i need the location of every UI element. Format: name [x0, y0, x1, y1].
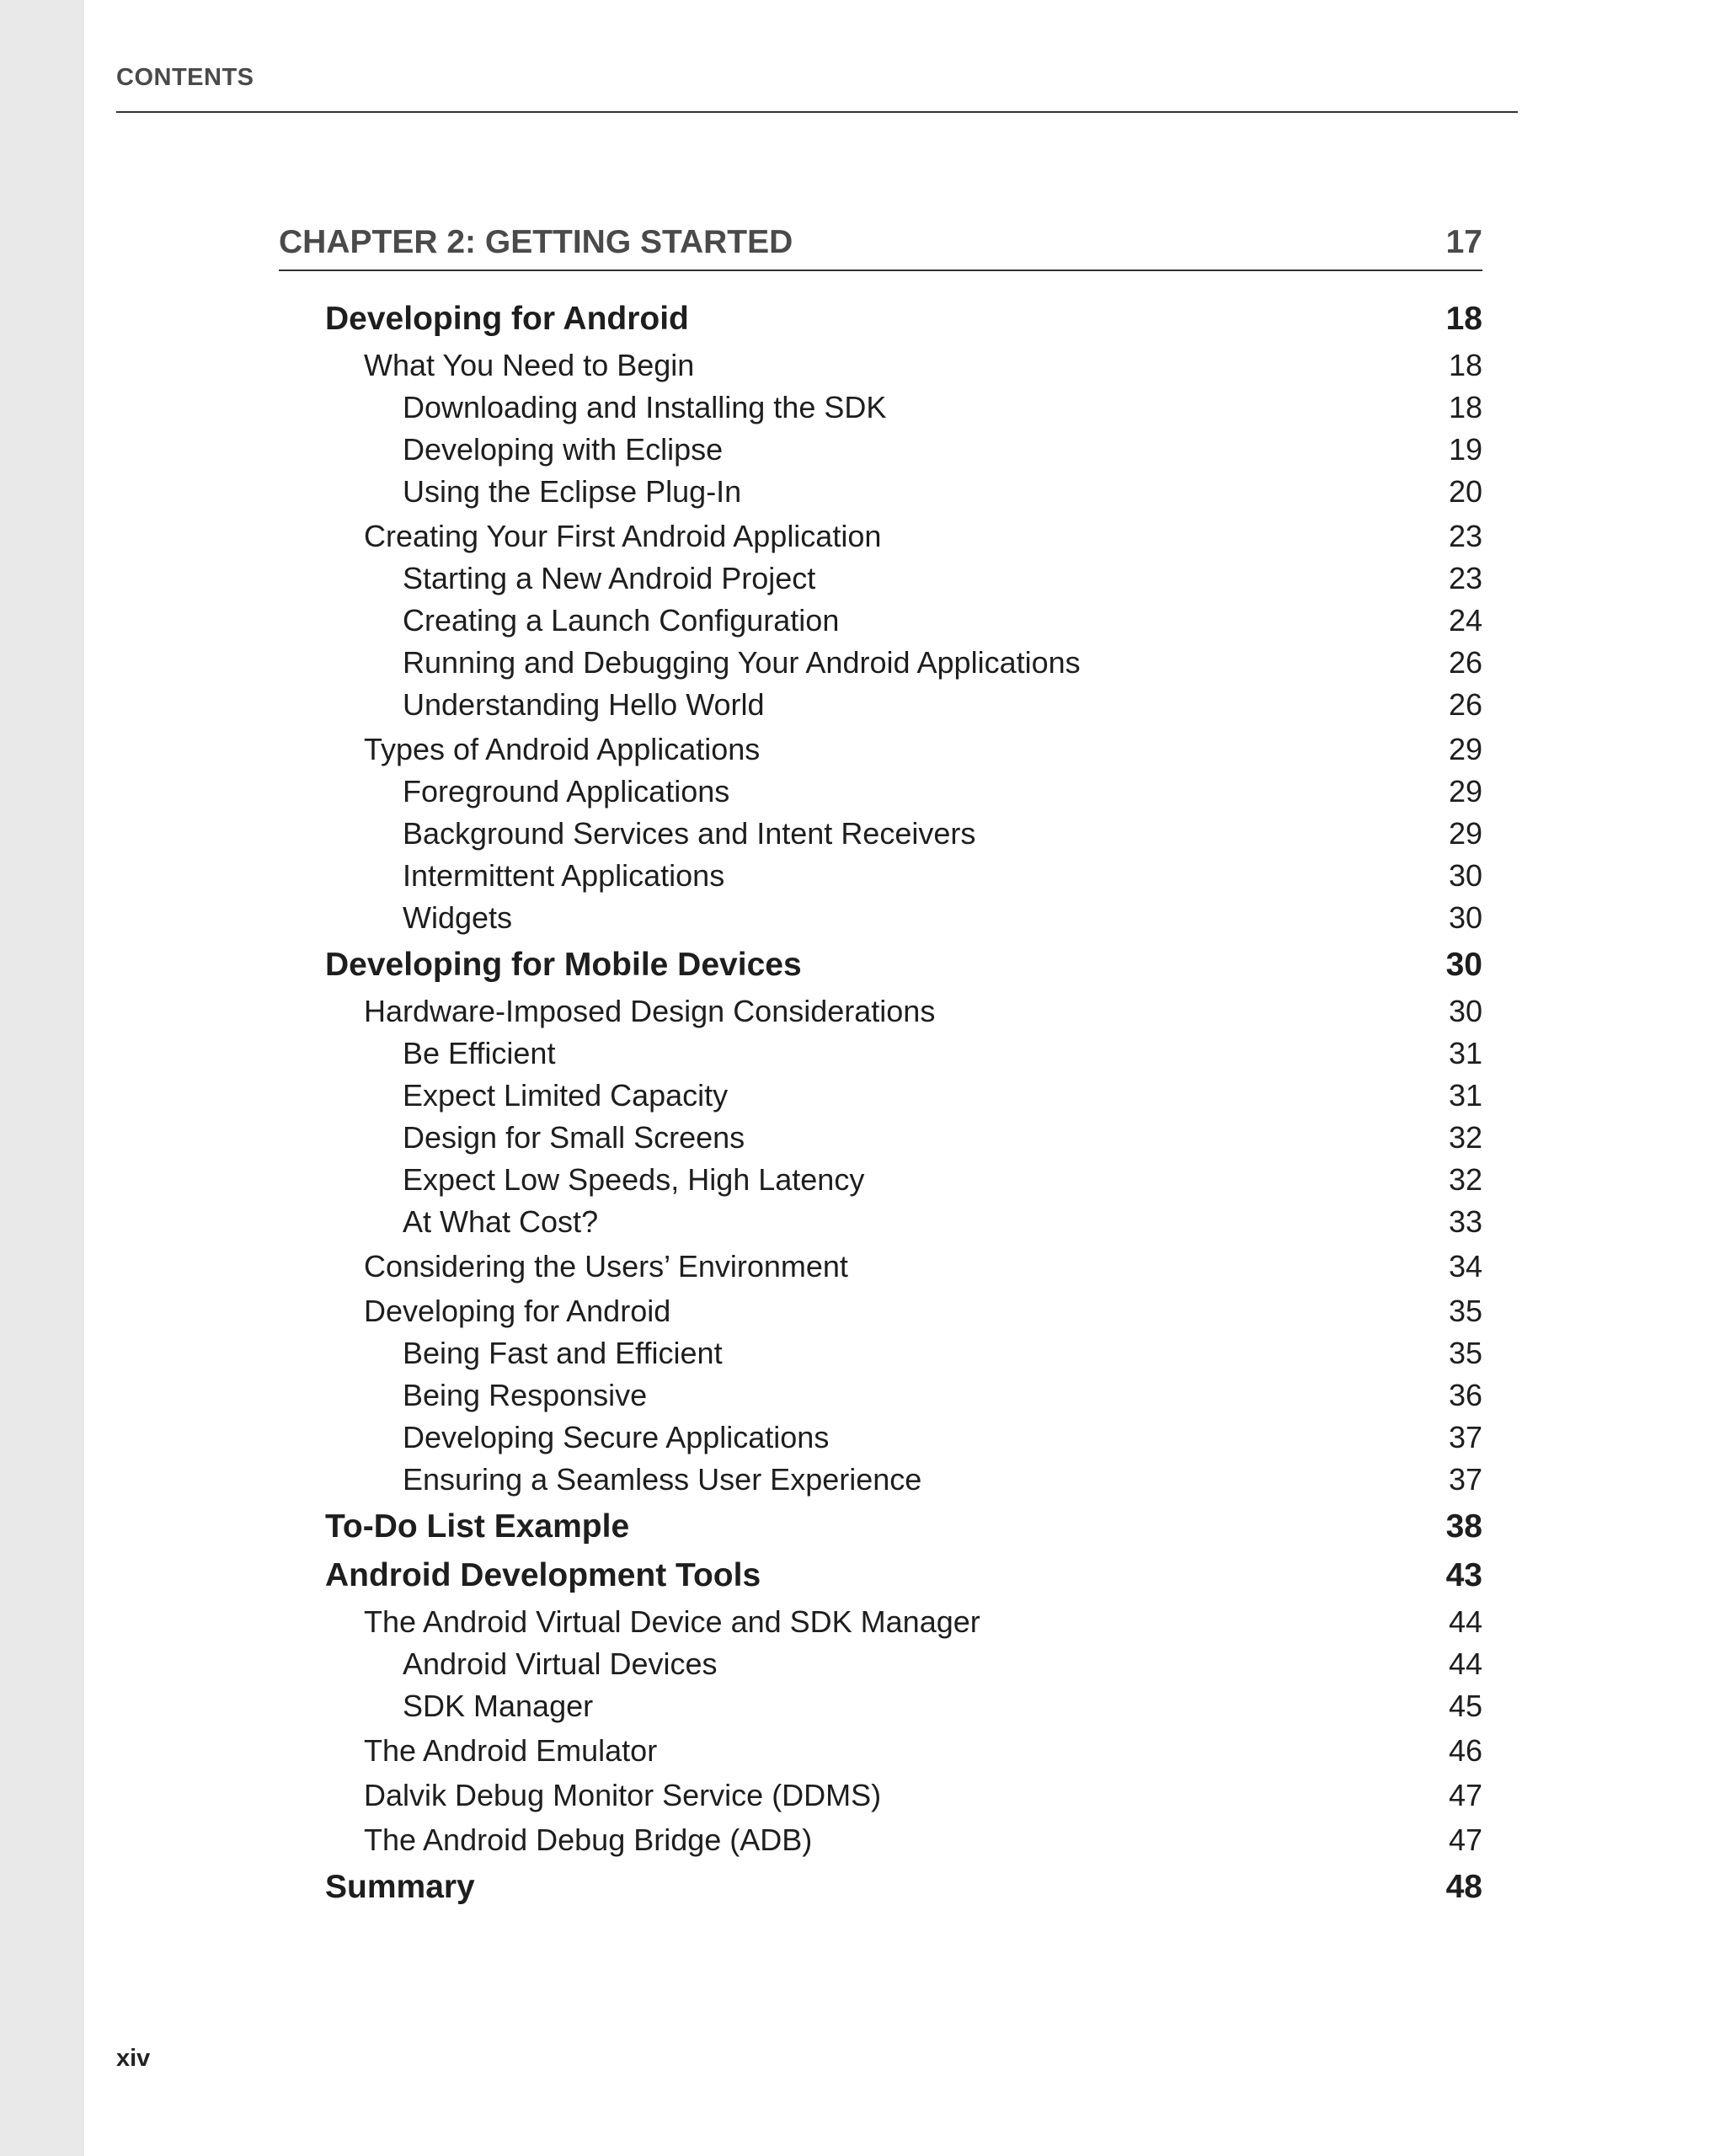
toc-entry-level-1[interactable] [279, 1504, 1482, 1550]
toc-entry-level-2[interactable] [279, 1601, 1482, 1643]
toc-entry-level-3[interactable] [279, 1459, 1482, 1501]
toc-entry-page: 30 [1448, 900, 1482, 935]
toc-entry-label: Dalvik Debug Monitor Service (DDMS) [364, 1778, 882, 1812]
toc-entry-label: Being Responsive [403, 1378, 648, 1412]
toc-entry-page: 47 [1448, 1778, 1482, 1812]
toc-entry-label: SDK Manager [403, 1689, 594, 1723]
toc-entry-label: Be Efficient [403, 1036, 556, 1070]
toc-entry-level-3[interactable] [279, 1075, 1482, 1117]
toc-entry-label: Downloading and Installing the SDK [403, 390, 887, 424]
toc-entry-level-3[interactable] [279, 1033, 1482, 1075]
page-gutter [0, 0, 84, 2156]
toc-entry-page: 37 [1448, 1420, 1482, 1454]
toc-entry-page: 19 [1448, 432, 1482, 467]
toc-entry-label: Creating Your First Android Application [364, 519, 882, 553]
toc-entry-label: At What Cost? [403, 1204, 599, 1239]
toc-entry-page: 38 [1445, 1508, 1482, 1545]
toc-entry-page: 18 [1448, 390, 1482, 424]
toc-entry-page: 18 [1448, 348, 1482, 382]
chapter-rule [279, 270, 1482, 271]
toc-entry-level-3[interactable] [279, 642, 1482, 684]
toc-entry-page: 31 [1448, 1078, 1482, 1113]
toc-entry-level-3[interactable] [279, 684, 1482, 726]
toc-entry-label: Developing for Android [325, 301, 689, 337]
toc-entry-label: Creating a Launch Configuration [403, 603, 840, 638]
toc-entry-page: 32 [1448, 1120, 1482, 1155]
toc-entry-page: 46 [1448, 1733, 1482, 1768]
toc-entry-label: Expect Low Speeds, High Latency [403, 1162, 865, 1197]
toc-entry-level-2[interactable] [279, 344, 1482, 387]
toc-entry-label: Being Fast and Efficient [403, 1336, 723, 1370]
chapter-title: CHAPTER 2: GETTING STARTED [279, 224, 793, 260]
toc-entry-level-1[interactable] [279, 1553, 1482, 1598]
toc-entry-level-2[interactable] [279, 1730, 1482, 1772]
toc-entry-level-3[interactable] [279, 471, 1482, 513]
toc-entry-page: 32 [1448, 1162, 1482, 1197]
toc-entry-label: Ensuring a Seamless User Experience [403, 1462, 922, 1497]
toc-entry-label: To-Do List Example [325, 1508, 630, 1545]
toc-entry-page: 20 [1448, 474, 1482, 509]
toc-entry-level-3[interactable] [279, 897, 1482, 939]
toc-entry-label: Summary [325, 1869, 475, 1905]
toc-list [279, 293, 1482, 1910]
toc-entry-page: 31 [1448, 1036, 1482, 1070]
toc-entry-label: Understanding Hello World [403, 687, 765, 722]
toc-entry-page: 44 [1448, 1604, 1482, 1639]
toc-entry-label: Design for Small Screens [403, 1120, 745, 1155]
toc-entry-page: 30 [1448, 994, 1482, 1028]
toc-entry-page: 47 [1448, 1822, 1482, 1857]
toc-entry-label: Android Development Tools [325, 1557, 761, 1593]
toc-entry-page: 45 [1448, 1689, 1482, 1723]
toc-entry-label: The Android Virtual Device and SDK Manager [364, 1604, 980, 1639]
toc-entry-page: 30 [1445, 947, 1482, 983]
toc-entry-level-3[interactable] [279, 600, 1482, 642]
toc-entry-level-3[interactable] [279, 1417, 1482, 1459]
toc-entry-level-2[interactable] [279, 515, 1482, 558]
toc-entry-label: Developing with Eclipse [403, 432, 724, 467]
toc-entry-level-1[interactable] [279, 942, 1482, 988]
toc-entry-level-3[interactable] [279, 1332, 1482, 1374]
toc-entry-page: 35 [1448, 1336, 1482, 1370]
toc-entry-level-3[interactable] [279, 1159, 1482, 1201]
toc-entry-page: 23 [1448, 561, 1482, 595]
toc-entry-level-2[interactable] [279, 990, 1482, 1033]
toc-entry-label: Expect Limited Capacity [403, 1078, 729, 1113]
toc-entry-label: The Android Debug Bridge (ADB) [364, 1822, 813, 1857]
toc-entry-label: Considering the Users’ Environment [364, 1249, 848, 1283]
toc-entry-label: Developing for Mobile Devices [325, 947, 802, 983]
toc-entry-label: Intermittent Applications [403, 858, 725, 893]
toc-entry-page: 29 [1448, 732, 1482, 766]
toc-entry-level-2[interactable] [279, 1246, 1482, 1288]
toc-entry-label: The Android Emulator [364, 1733, 658, 1768]
toc-entry-page: 26 [1448, 645, 1482, 680]
toc-entry-page: 34 [1448, 1249, 1482, 1283]
chapter-heading[interactable] [279, 224, 1482, 271]
toc-entry-page: 48 [1445, 1869, 1482, 1905]
toc-entry-level-3[interactable] [279, 1117, 1482, 1159]
toc-entry-page: 36 [1448, 1378, 1482, 1412]
toc-entry-label: Running and Debugging Your Android Applications [403, 645, 1081, 680]
toc-entry-level-3[interactable] [279, 387, 1482, 429]
running-head: CONTENTS [116, 64, 254, 91]
toc-entry-level-3[interactable] [279, 813, 1482, 855]
toc-entry-page: 23 [1448, 519, 1482, 553]
toc-entry-label: What You Need to Begin [364, 348, 695, 382]
toc-entry-page: 29 [1448, 774, 1482, 808]
toc-entry-label: Foreground Applications [403, 774, 730, 808]
chapter-page-number: 17 [1445, 224, 1482, 260]
toc-entry-page: 18 [1445, 301, 1482, 337]
toc-entry-page: 26 [1448, 687, 1482, 722]
toc-entry-label: Developing for Android [364, 1294, 671, 1328]
toc-entry-level-3[interactable] [279, 429, 1482, 471]
toc-entry-level-3[interactable] [279, 771, 1482, 813]
toc-entry-label: Widgets [403, 900, 513, 935]
toc-entry-label: Hardware-Imposed Design Considerations [364, 994, 936, 1028]
toc-entry-level-2[interactable] [279, 1290, 1482, 1332]
toc-entry-level-1[interactable] [279, 296, 1482, 342]
toc-entry-level-2[interactable] [279, 1774, 1482, 1817]
toc-entry-label: Types of Android Applications [364, 732, 761, 766]
toc-entry-page: 35 [1448, 1294, 1482, 1328]
toc-entry-page: 44 [1448, 1646, 1482, 1681]
toc-entry-page: 37 [1448, 1462, 1482, 1497]
toc-entry-label: Using the Eclipse Plug-In [403, 474, 742, 509]
toc-entry-label: Background Services and Intent Receivers [403, 816, 976, 851]
toc-entry-level-3[interactable] [279, 855, 1482, 897]
toc-entry-level-2[interactable] [279, 1819, 1482, 1861]
toc-entry-page: 33 [1448, 1204, 1482, 1239]
toc-entry-level-3[interactable] [279, 1374, 1482, 1417]
toc-entry-page: 30 [1448, 858, 1482, 893]
toc-entry-page: 43 [1445, 1557, 1482, 1593]
toc-entry-level-3[interactable] [279, 558, 1482, 600]
toc-entry-label: Starting a New Android Project [403, 561, 816, 595]
page-folio: xiv [116, 2045, 151, 2072]
toc-entry-level-3[interactable] [279, 1643, 1482, 1685]
toc-entry-page: 29 [1448, 816, 1482, 851]
toc-entry-label: Developing Secure Applications [403, 1420, 830, 1454]
header-rule [116, 111, 1518, 113]
toc-entry-level-3[interactable] [279, 1685, 1482, 1727]
toc-entry-level-2[interactable] [279, 728, 1482, 771]
toc-entry-label: Android Virtual Devices [403, 1646, 718, 1681]
toc-entry-level-1[interactable] [279, 1865, 1482, 1910]
toc-entry-page: 24 [1448, 603, 1482, 638]
toc-entry-level-3[interactable] [279, 1201, 1482, 1243]
